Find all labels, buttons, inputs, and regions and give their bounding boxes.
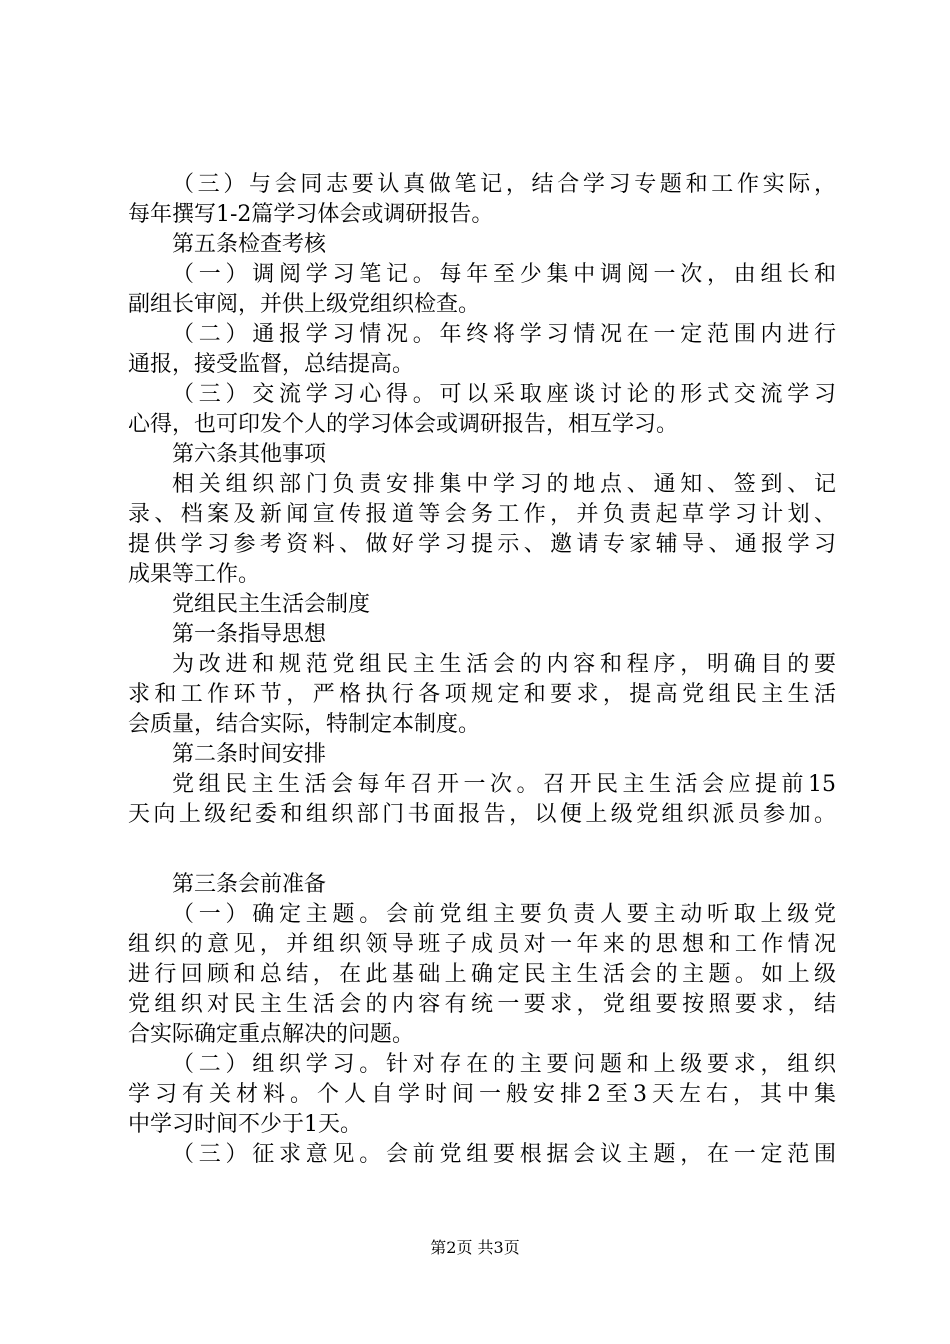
paragraph-line: 进行回顾和总结，在此基础上确定民主生活会的主题。如上级 (128, 962, 836, 987)
paragraph-line: （二）组织学习。针对存在的主要问题和上级要求，组织 (172, 1052, 836, 1077)
section-heading: 第六条其他事项 (172, 442, 327, 467)
paragraph-gap (128, 830, 836, 870)
paragraph-line: 心得，也可印发个人的学习体会或调研报告，相互学习。 (128, 412, 679, 437)
document-title: 党组民主生活会制度 (172, 592, 371, 617)
paragraph-line: 相关组织部门负责安排集中学习的地点、通知、签到、记 (172, 472, 836, 497)
paragraph-line: 党组织对民主生活会的内容有统一要求，党组要按照要求，结 (128, 992, 836, 1017)
paragraph-line: 天向上级纪委和组织部门书面报告，以便上级党组织派员参加。 (128, 802, 836, 827)
paragraph-line: 通报，接受监督，总结提高。 (128, 352, 415, 377)
paragraph-line: （三）交流学习心得。可以采取座谈讨论的形式交流学习 (172, 382, 836, 407)
paragraph-line: 提供学习参考资料、做好学习提示、邀请专家辅导、通报学习 (128, 532, 836, 557)
section-heading: 第二条时间安排 (172, 742, 327, 767)
section-heading: 第一条指导思想 (172, 622, 327, 647)
page-number-label: 第2页 共3页 (430, 1238, 520, 1257)
section-heading: 第五条检查考核 (172, 232, 327, 257)
paragraph-line: 会质量，结合实际，特制定本制度。 (128, 712, 481, 737)
paragraph-line: （二）通报学习情况。年终将学习情况在一定范围内进行 (172, 322, 836, 347)
paragraph-line: 每年撰写1-2篇学习体会或调研报告。 (128, 202, 494, 227)
paragraph-line: 合实际确定重点解决的问题。 (128, 1022, 415, 1047)
section-heading: 第三条会前准备 (172, 872, 327, 897)
paragraph-line: 为改进和规范党组民主生活会的内容和程序，明确目的要 (172, 652, 836, 677)
paragraph-line: 中学习时间不少于1天。 (128, 1112, 362, 1137)
paragraph-line: （一）确定主题。会前党组主要负责人要主动听取上级党 (172, 902, 836, 927)
paragraph-line: 学习有关材料。个人自学时间一般安排2至3天左右，其中集 (128, 1082, 836, 1107)
paragraph-line: 组织的意见，并组织领导班子成员对一年来的思想和工作情况 (128, 932, 836, 957)
paragraph-line: 副组长审阅，并供上级党组织检查。 (128, 292, 481, 317)
paragraph-line: 录、档案及新闻宣传报道等会务工作，并负责起草学习计划、 (128, 502, 836, 527)
paragraph-line: （三）征求意见。会前党组要根据会议主题，在一定范围 (172, 1142, 836, 1167)
page-footer (0, 1238, 950, 1258)
paragraph-line: （一）调阅学习笔记。每年至少集中调阅一次，由组长和 (172, 262, 836, 287)
document-body (128, 170, 836, 1170)
paragraph-line: 求和工作环节，严格执行各项规定和要求，提高党组民主生活 (128, 682, 836, 707)
paragraph-line: 成果等工作。 (128, 562, 261, 587)
paragraph-line: （三）与会同志要认真做笔记，结合学习专题和工作实际， (172, 172, 836, 197)
paragraph-line: 党组民主生活会每年召开一次。召开民主生活会应提前15 (172, 772, 836, 797)
